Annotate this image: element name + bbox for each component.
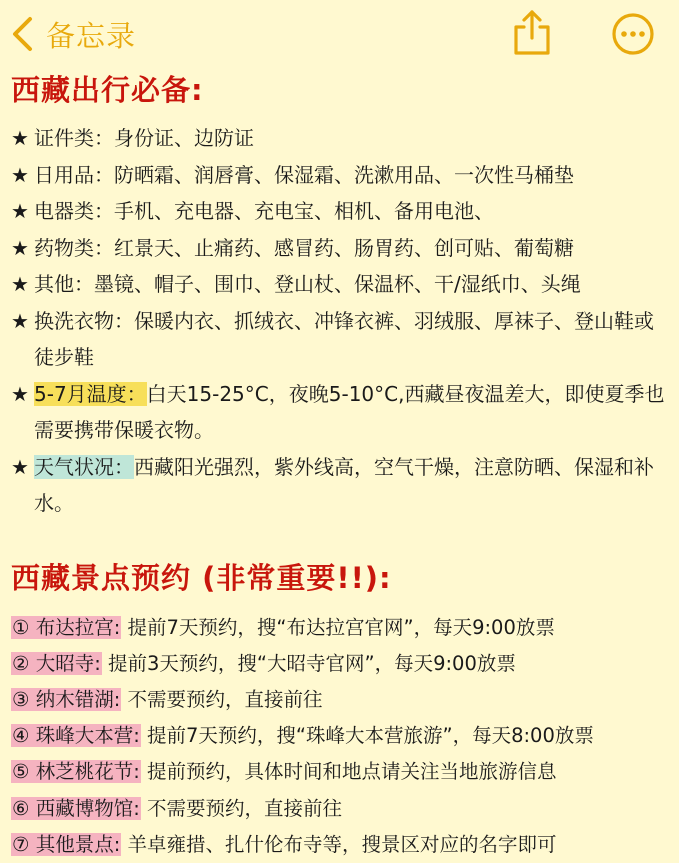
item-name: 西藏博物馆:: [35, 796, 140, 820]
item-text: 保暖内衣、抓绒衣、冲锋衣裤、羽绒服、厚袜子、登山鞋或徒步鞋: [34, 308, 654, 369]
star-icon: ★: [11, 126, 29, 150]
star-icon: ★: [11, 381, 29, 406]
item-text: 白天15-25°C，夜晚5-10°C,西藏昼夜温差大，即使夏季也需要携带保暖衣物。: [34, 381, 665, 442]
list-item: [11, 827, 669, 863]
list-item: [11, 754, 669, 790]
reservations-list: [11, 610, 669, 863]
star-icon: ★: [11, 162, 29, 187]
back-button[interactable]: [8, 12, 136, 56]
item-text: 提前3天预约，搜“大昭寺官网”，每天9:00放票: [107, 651, 516, 675]
chevron-left-icon: [8, 15, 38, 53]
list-item: [11, 682, 669, 718]
item-text: 提前预约，具体时间和地点请关注当地旅游信息: [146, 760, 557, 784]
item-number: ⑤: [12, 760, 30, 784]
item-label: 证件类：: [34, 126, 114, 150]
star-icon: ★: [11, 272, 29, 296]
list-item: [11, 376, 669, 449]
item-text: 提前7天预约，搜“布达拉宫官网”，每天9:00放票: [127, 615, 555, 639]
list-item: [11, 303, 669, 376]
highlighted-label: [11, 724, 141, 747]
item-text: 羊卓雍措、扎什伦布寺等，搜景区对应的名字即可: [127, 832, 557, 856]
highlighted-label: [11, 760, 141, 783]
list-item: [11, 266, 669, 303]
item-text: 提前7天预约，搜“珠峰大本营旅游”，每天8:00放票: [146, 724, 594, 748]
star-icon: ★: [11, 199, 29, 223]
list-item: [11, 193, 669, 230]
item-label: 日用品：: [34, 162, 114, 187]
list-item: [11, 791, 669, 827]
item-number: ④: [12, 724, 30, 748]
item-name: 林芝桃花节:: [35, 760, 140, 784]
item-number: ⑥: [12, 796, 30, 820]
star-icon: ★: [11, 235, 29, 260]
list-item: [11, 120, 669, 157]
item-label: 电器类：: [34, 199, 114, 223]
item-text: 西藏阳光强烈，紫外线高，空气干燥，注意防晒、保湿和补水。: [34, 454, 654, 515]
share-icon[interactable]: [511, 8, 553, 56]
item-name: 大昭寺:: [35, 651, 101, 675]
more-icon[interactable]: [611, 12, 655, 56]
item-text: 手机、充电器、充电宝、相机、备用电池、: [114, 199, 494, 223]
highlighted-label: [11, 688, 121, 711]
list-item: [11, 230, 669, 267]
star-icon: ★: [11, 308, 29, 333]
item-text: 墨镜、帽子、围巾、登山杖、保温杯、干/湿纸巾、头绳: [94, 272, 581, 296]
note-content[interactable]: [0, 70, 679, 863]
highlighted-label: [11, 833, 121, 856]
item-number: ①: [12, 615, 30, 639]
item-name: 珠峰大本营:: [35, 724, 140, 748]
item-label: 其他：: [34, 272, 94, 296]
item-text: 不需要预约，直接前往: [127, 687, 323, 711]
item-number: ③: [12, 687, 30, 711]
item-label: 药物类：: [34, 235, 114, 260]
highlighted-label: 天气状况：: [34, 454, 134, 479]
list-item: [11, 718, 669, 754]
item-text: 身份证、边防证: [114, 126, 254, 150]
item-number: ⑦: [12, 832, 30, 856]
star-icon: ★: [11, 454, 29, 479]
item-number: ②: [12, 651, 30, 675]
list-item: [11, 449, 669, 522]
item-name: 纳木错湖:: [35, 687, 121, 711]
section-title-essentials: 西藏出行必备:: [11, 73, 204, 107]
highlighted-label: [11, 616, 121, 639]
highlighted-label: 5-7月温度：: [34, 381, 147, 406]
highlighted-label: [11, 797, 141, 820]
item-label: 换洗衣物：: [34, 308, 134, 333]
item-text: 防晒霜、润唇膏、保湿霜、洗漱用品、一次性马桶垫: [114, 162, 574, 187]
item-name: 布达拉宫:: [35, 615, 121, 639]
list-item: [11, 646, 669, 682]
highlighted-label: [11, 652, 102, 675]
list-item: [11, 157, 669, 194]
nav-bar: [0, 0, 679, 68]
item-text: 不需要预约，直接前往: [146, 796, 342, 820]
list-item: [11, 610, 669, 646]
section-title-reservations: 西藏景点预约 (非常重要!!):: [11, 560, 392, 595]
item-name: 其他景点:: [35, 832, 121, 856]
back-label: 备忘录: [46, 18, 137, 53]
essentials-list: [11, 120, 669, 522]
item-text: 红景天、止痛药、感冒药、肠胃药、创可贴、葡萄糖: [114, 235, 574, 260]
